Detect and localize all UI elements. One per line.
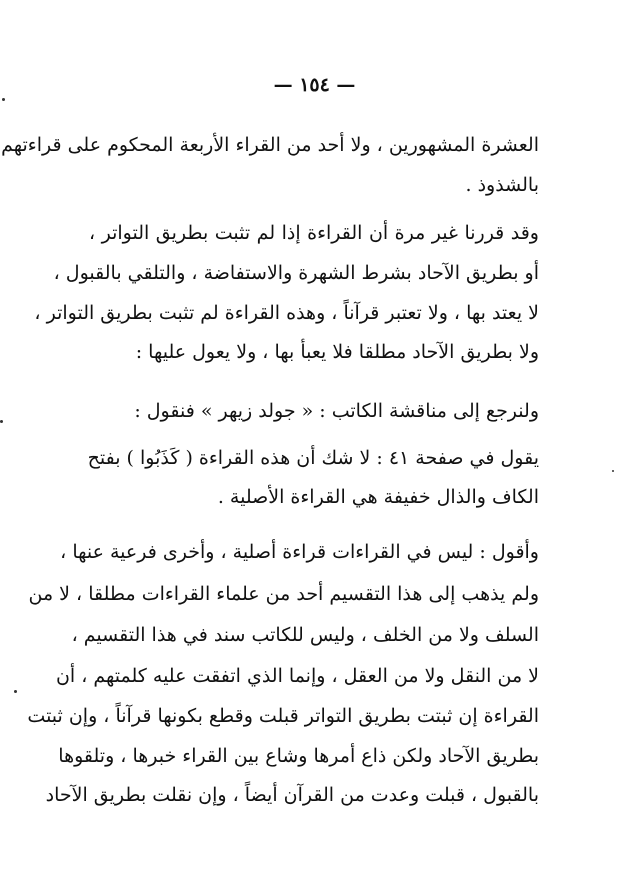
text-line: وقد قررنا غير مرة أن القراءة إذا لم تثبت بطريق التواتر ، (89, 222, 539, 244)
text-line: لا من النقل ولا من العقل ، وإنما الذي اتفقت عليه كلمتهم ، أن (55, 665, 539, 687)
scan-speck (0, 420, 3, 423)
text-line: القراءة إن ثبتت بطريق التواتر قبلت وقطع بكونها قرآناً ، وإن ثبتت (27, 705, 539, 727)
scan-speck (14, 690, 17, 693)
text-line: ولنرجع إلى مناقشة الكاتب : « جولد زيهر » فنقول : (134, 400, 539, 422)
text-line: العشرة المشهورين ، ولا أحد من القراء الأربعة المحكوم على قراءتهم (1, 134, 539, 156)
text-line: السلف ولا من الخلف ، وليس للكاتب سند في هذا التقسيم ، (71, 624, 539, 646)
text-line: أو بطريق الآحاد بشرط الشهرة والاستفاضة ، والتلقي بالقبول ، (53, 262, 539, 284)
page-number: — ١٥٤ — (273, 74, 356, 96)
scan-speck (612, 470, 614, 472)
text-line: ولم يذهب إلى هذا التقسيم أحد من علماء القراءات مطلقا ، لا من (28, 583, 539, 605)
text-line: بالشذوذ . (465, 174, 539, 196)
text-line: يقول في صفحة ٤١ : لا شك أن هذه القراءة ( كَذَبُوا ) بفتح (87, 447, 539, 469)
scan-speck (2, 98, 5, 101)
text-line: لا يعتد بها ، ولا تعتبر قرآناً ، وهذه القراءة لم تثبت بطريق التواتر ، (34, 302, 539, 324)
text-line: بطريق الآحاد ولكن ذاع أمرها وشاع بين القراء خبرها ، وتلقوها (58, 745, 539, 767)
text-line: ولا بطريق الآحاد مطلقا فلا يعبأ بها ، ولا يعول عليها : (135, 341, 539, 363)
text-line: وأقول : ليس في القراءات قراءة أصلية ، وأخرى فرعية عنها ، (60, 541, 539, 563)
text-line: بالقبول ، قبلت وعدت من القرآن أيضاً ، وإن نقلت بطريق الآحاد (45, 784, 539, 806)
text-line: الكاف والذال خفيفة هي القراءة الأصلية . (217, 486, 539, 508)
